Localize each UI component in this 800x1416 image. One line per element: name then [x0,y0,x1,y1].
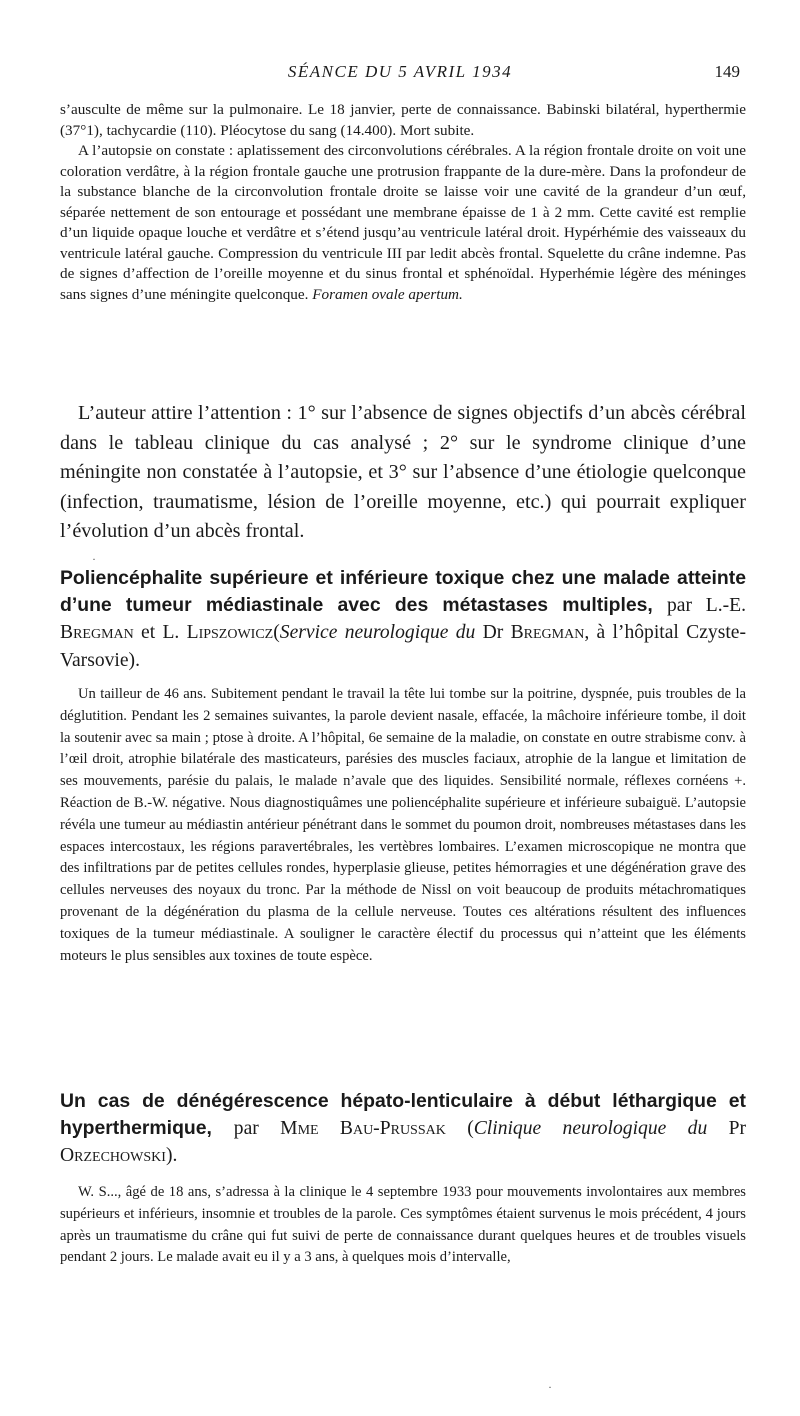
article1-title: Poliencéphalite supérieure et inférieure toxique chez une malade atteinte d’une tumeur médiastinale avec des métastases multiples, [60,567,746,616]
article2-paren-close: ). [165,1145,178,1166]
page-number: 149 [714,62,740,81]
author-conclusion: L’auteur attire l’attention : 1° sur l’absence de signes objectifs d’un abcès cérébral dans le tableau clinique du cas analysé ; 2° sur le syndrome clinique d’une méningite non constatée à l’autopsie, et 3° sur l’absence d’une étiologie quelconque (infection, traumatisme, lésion de l’oreille moyenne, etc.) qui pourrait expliquer l’évolution d’un abcès frontal. [60,402,746,542]
article1-and: et [141,622,156,643]
article1-author-1: L.-E. Bregman [60,594,746,643]
article1-author-2: L. Lipszowicz [162,622,274,643]
article1-paren-open: ( [273,622,280,643]
article1-heading [60,565,746,674]
article2-pr: Pr [728,1117,747,1139]
print-speck: · [92,552,96,566]
article1-by: par [666,594,693,616]
article1-chief: Bregman [510,622,585,643]
print-speck: · [548,1380,552,1394]
article2-paren-open: ( [467,1117,474,1139]
article2-title: Un cas de dénégérescence hépato-lenticulaire à début léthargique et hyperthermique, [60,1090,746,1139]
article1-dr: Dr [482,622,504,643]
running-head [60,62,740,88]
article1-hospital: , à l’hôpital Czyste-Varsovie). [60,622,746,671]
case-paragraph-autopsy [60,141,746,305]
autopsy-text: A l’autopsie on constate : aplatissement des circonvolutions cérébrales. A la région frontale droite on voit une coloration verdâtre, à la région frontale gauche une protrusion frappante de la dure-mère. Dans la profondeur de la substance blanche de la circonvolution frontale droite se laisse voir une cavité de la grandeur d’un œuf, séparée nettement de son entourage et possédant une membrane épaisse de 1 à 2 mm. Cette cavité est remplie d’un liquide opaque louche et verdâtre et s’étend jusqu’au ventricule latéral droit. Hypérhémie des vaisseaux du ventricule latéral gauche. Compression du ventricule III par ledit abcès frontal. Squelette du crâne indemne. Pas de signes d’affection de l’oreille moyenne et du sinus frontal et sphénoïdal. Hyperhémie légère des méninges sans signes d’une méningite quelconque. [60,142,746,303]
article2-heading [60,1088,746,1170]
article2-by: par [233,1117,259,1139]
article2-author: Mme Bau-Prussak [280,1117,446,1139]
autopsy-italic-finding: Foramen ovale apertum. [312,285,463,303]
article1-affiliation: Service neurologique du [279,622,476,643]
article2-body: W. S..., âgé de 18 ans, s’adressa à la clinique le 4 septembre 1933 pour mouvements involontaires aux membres supérieurs et inférieurs, insomnie et troubles de la parole. Ces symptômes étaient survenus le mois précédent, 4 jours après un traumatisme du crâne qui fut suivi de perte de connaissance durant quelques heures et de troubles visuels pendant 2 jours. Le malade avait eu il y a 3 ans, à quelques mois d’intervalle, [60,1184,746,1266]
article1-body: Un tailleur de 46 ans. Subitement pendant le travail la tête lui tombe sur la poitrine, dyspnée, puis troubles de la déglutition. Pendant les 2 semaines suivantes, la parole devient nasale, effacée, la mâchoire inférieure tombe, il doit la soutenir avec sa main ; ptose à droite. A l’hôpital, 6e semaine de la maladie, on constate en outre strabisme conv. à l’œil droit, atrophie bilatérale des masticateurs, parésies des muscles faciaux, atrophie de la langue et limitation de ses mouvements, parésie du palais, le malade n’avale que des liquides. Sensibilité normale, réflexes cornéens +. Réaction de B.-W. négative. Nous diagnostiquâmes une poliencéphalite supérieure et inférieure subaiguë. L’autopsie révéla une tumeur au médiastin antérieur pénétrant dans le sommet du poumon droit, nombreuses métastases dans les espaces intercostaux, les régions paravertébrales, les vertèbres lombaires. L’examen microscopique ne montra que des infiltrations par de petites cellules rondes, hyperplasie glieuse, petites hémorragies et une dégénération grave des cellules nerveuses des noyaux du tronc. Par la méthode de Nissl on voit beaucoup de produits métachromatiques provenant de la dégénération du plasma de la cellule nerveuse. Toutes ces altérations résultent des influences toxiques de la tumeur médiastinale. A souligner le caractère électif du processus qui n’atteint que les éléments moteurs le plus sensibles aux toxines de toute espèce. [60,686,746,964]
case-paragraph-1: s’ausculte de même sur la pulmonaire. Le 18 janvier, perte de connaissance. Babinski bilatéral, hyperthermie (37°1), tachycardie (110). Pléocytose du sang (14.400). Mort subite. [60,101,746,139]
running-head-title: SÉANCE DU 5 AVRIL 1934 [287,62,513,81]
case-continuation [60,100,746,305]
article2-chief: Orzechowski [60,1145,166,1166]
article2-affiliation: Clinique neurologique du [473,1117,708,1139]
